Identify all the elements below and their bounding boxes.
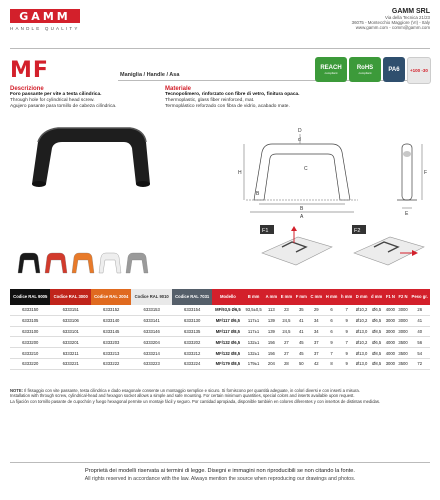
address-line: Via della Tecnica 21/23	[385, 15, 430, 20]
color-swatches	[12, 243, 152, 283]
table-cell: 6333203	[91, 337, 131, 348]
description-it: Foro passante per vite a testa cilindrica.	[10, 92, 102, 97]
table-cell: 6333210	[10, 348, 50, 359]
note-en: Installation with through screw, cylindrical-head and hexagon socket allows a simple and safe mounting. For certain minimum quantities, special colors and inserts available upon request.	[10, 393, 355, 399]
load-diagrams	[258, 223, 428, 283]
table-cell: 34	[309, 315, 324, 326]
company-logo	[10, 9, 80, 23]
table-cell: 41	[294, 326, 309, 337]
material-it: Tecnopolimero, rinforzato con fibre di vetro, finitura opaca.	[165, 92, 300, 97]
company-info	[352, 8, 430, 31]
table-cell: 3500	[397, 348, 410, 359]
table-cell: 6333211	[50, 348, 90, 359]
material-heading: Materiale	[165, 86, 192, 92]
dim-B-label: B	[300, 206, 304, 212]
table-cell: 28	[279, 358, 294, 369]
temperature-label: +100 -30	[410, 68, 428, 73]
table-cell: 50	[294, 358, 309, 369]
table-cell: 3000	[384, 315, 397, 326]
table-cell: MF/132 Ø8,5	[212, 348, 243, 359]
table-cell: 132±1	[243, 337, 263, 348]
table-cell: 6333154	[172, 305, 212, 315]
table-cell: 6333214	[131, 348, 171, 359]
reach-sub: compliant	[324, 70, 338, 75]
table-cell: 37	[309, 337, 324, 348]
table-cell: Ø6,5	[369, 337, 384, 348]
table-cell: 35	[294, 305, 309, 315]
table-cell: MF/117 Ø6,5	[212, 315, 243, 326]
table-header-cell: F1 N	[384, 289, 397, 305]
table-cell: 139	[264, 326, 279, 337]
table-cell: 6333201	[50, 337, 90, 348]
product-table	[10, 289, 430, 370]
table-cell: 37	[309, 348, 324, 359]
table-cell: 6	[324, 315, 339, 326]
table-header-row	[10, 289, 430, 305]
swatch-handle	[18, 253, 40, 273]
footer-line-2: All rights reserved in accordance with the law. Always mention the source when reproducing our drawings and photos.	[84, 476, 356, 482]
table-cell: 204	[264, 358, 279, 369]
table-cell: 132±1	[243, 348, 263, 359]
table-header-cell: Codice RAL 3000	[50, 289, 90, 305]
table-cell: 6333223	[131, 358, 171, 369]
rohs-label: RoHS	[356, 64, 374, 71]
table-cell: 26	[409, 305, 430, 315]
table-header-cell: H mm	[324, 289, 339, 305]
table-cell: Ø8,5	[369, 348, 384, 359]
table-cell: 6333135	[172, 326, 212, 337]
table-cell: 6	[324, 326, 339, 337]
table-cell: 6	[324, 305, 339, 315]
table-cell: 6333212	[172, 348, 212, 359]
table-cell: 6333200	[10, 337, 50, 348]
table-cell: Ø10,2	[354, 337, 369, 348]
dim-F-label: F	[424, 170, 428, 176]
table-cell: MF/132 Ø6,5	[212, 337, 243, 348]
footer-line-1: Proprietà dei modelli riservata ai termini di legge. Disegni e immagini non riproducibili se non citando la fonte.	[85, 468, 355, 474]
table-cell: 3000	[397, 326, 410, 337]
table-cell: MF/93,5 Ø6,5	[212, 305, 243, 315]
dim-d-label: d	[298, 137, 301, 143]
table-row	[10, 348, 430, 359]
table-header-cell: F2 N	[397, 289, 410, 305]
technical-drawing	[232, 124, 432, 239]
table-cell: 24,5	[279, 326, 294, 337]
dim-A-label: A	[300, 214, 304, 220]
table-cell: 9	[339, 348, 354, 359]
table-cell: 41	[409, 315, 430, 326]
rohs-sub: compliant	[358, 70, 372, 75]
material-label: PA6	[388, 66, 400, 73]
table-cell: 9	[339, 326, 354, 337]
table-cell: 6333152	[91, 305, 131, 315]
dim-D-label: D	[298, 128, 302, 134]
table-cell: 45	[294, 348, 309, 359]
table-cell: 156	[264, 348, 279, 359]
table-cell: 6333105	[10, 315, 50, 326]
table-header-cell: Modello	[212, 289, 243, 305]
table-cell: 6333140	[91, 315, 131, 326]
table-cell: 139	[264, 315, 279, 326]
table-row	[10, 337, 430, 348]
table-cell: 9	[339, 315, 354, 326]
table-cell: Ø13,0	[354, 326, 369, 337]
swatch-handle	[45, 253, 67, 273]
table-cell: 27	[279, 337, 294, 348]
temperature-badge	[407, 57, 431, 84]
table-cell: 54	[409, 348, 430, 359]
table-cell: 6333204	[131, 337, 171, 348]
table-header-cell: E mm	[279, 289, 294, 305]
footer	[10, 468, 430, 482]
table-header-cell: Peso gr.	[409, 289, 430, 305]
table-row	[10, 326, 430, 337]
table-row	[10, 305, 430, 315]
note-label: NOTE:	[10, 388, 24, 393]
dim-C-label: C	[304, 166, 308, 172]
table-cell: 3000	[384, 326, 397, 337]
table-cell: 4000	[384, 348, 397, 359]
note-es: La fijación con tornillo pasante de cupochón y fuego hexagonal permite un montaje fácil y seguro. Por cantidad apropiada, disponible también en colores diferentes y con insertos de distintas medidas.	[10, 398, 381, 404]
dim-E-label: E	[405, 211, 409, 217]
table-header-cell: Codice RAL 2004	[91, 289, 131, 305]
table-cell: 56	[409, 337, 430, 348]
table-cell: 40	[409, 326, 430, 337]
reach-badge	[315, 57, 347, 82]
product-code: MF	[10, 58, 49, 83]
table-cell: 7	[339, 337, 354, 348]
description-en: Through hole for cylindrical head screw.	[10, 98, 95, 103]
table-cell: 34	[309, 326, 324, 337]
table-cell: 6333145	[91, 326, 131, 337]
table-cell: 9	[339, 358, 354, 369]
table-cell: 6333221	[50, 358, 90, 369]
swatch-handle	[72, 253, 94, 273]
table-cell: 3000	[397, 305, 410, 315]
table-cell: Ø10,2	[354, 305, 369, 315]
reach-label: REACH	[320, 64, 342, 71]
material-en: Thermoplastic, glass fiber reinforced, mat.	[165, 98, 255, 103]
table-cell: 6333106	[50, 315, 90, 326]
table-cell: 117±1	[243, 326, 263, 337]
table-cell: MF/179 Ø8,5	[212, 358, 243, 369]
table-row	[10, 315, 430, 326]
table-cell: 3000	[384, 358, 397, 369]
table-cell: Ø13,0	[354, 348, 369, 359]
table-cell: 8	[324, 358, 339, 369]
header-divider	[10, 48, 430, 49]
table-cell: 45	[294, 337, 309, 348]
table-cell: 6333202	[172, 337, 212, 348]
table-cell: 6333151	[50, 305, 90, 315]
table-cell: 4000	[384, 305, 397, 315]
product-title: Maniglia / Handle / Asa	[120, 72, 180, 78]
material-es: Termoplástico reforzado con fibra de vidrio, acabado mate.	[165, 104, 290, 109]
table-cell: 156	[264, 337, 279, 348]
table-header-cell: B mm	[243, 289, 263, 305]
table-cell: 23	[279, 305, 294, 315]
table-cell: 93,5±0,5	[243, 305, 263, 315]
description-heading: Descrizione	[10, 86, 44, 92]
table-header-cell: Codice RAL 9010	[131, 289, 171, 305]
table-cell: 6333150	[10, 305, 50, 315]
table-cell: 6333153	[131, 305, 171, 315]
table-cell: 42	[309, 358, 324, 369]
table-cell: 9	[324, 337, 339, 348]
dim-h-label: B	[256, 191, 260, 197]
company-name: GAMM SRL	[391, 8, 430, 15]
swatch-handle	[99, 253, 121, 273]
table-cell: 3500	[397, 337, 410, 348]
table-cell: 6333141	[131, 315, 171, 326]
table-header-cell: D mm	[354, 289, 369, 305]
description-es: Agujero pasante para tornillo de cabeza cilíndrica.	[10, 104, 117, 109]
logo-text: GAMM	[19, 9, 71, 23]
table-cell: 3000	[397, 315, 410, 326]
footer-divider	[10, 462, 430, 463]
table-cell: 6333222	[91, 358, 131, 369]
table-cell: 6333100	[10, 326, 50, 337]
table-cell: Ø8,5	[369, 358, 384, 369]
table-cell: 179±1	[243, 358, 263, 369]
table-cell: 27	[279, 348, 294, 359]
table-cell: 72	[409, 358, 430, 369]
table-header-cell: F mm	[294, 289, 309, 305]
table-cell: 113	[264, 305, 279, 315]
f2-label: F2	[354, 228, 361, 234]
table-cell: 3500	[397, 358, 410, 369]
logo-tagline: HANDLE QUALITY	[10, 26, 80, 31]
table-cell: 7	[339, 305, 354, 315]
table-cell: MF/117 Ø8,5	[212, 326, 243, 337]
table-cell: 7	[324, 348, 339, 359]
table-header-cell: A mm	[264, 289, 279, 305]
table-cell: 6333224	[172, 358, 212, 369]
table-cell: 29	[309, 305, 324, 315]
table-header-cell: Codice RAL 7031	[172, 289, 212, 305]
material-badge	[383, 57, 405, 82]
table-cell: Ø13,0	[354, 358, 369, 369]
table-cell: 6333213	[91, 348, 131, 359]
table-body	[10, 305, 430, 369]
material-section	[165, 86, 430, 110]
table-header-cell: d mm	[369, 289, 384, 305]
dim-H-label: H	[238, 170, 242, 176]
swatch-handle	[126, 253, 148, 273]
table-cell: Ø10,2	[354, 315, 369, 326]
table-row	[10, 358, 430, 369]
table-header-cell: C mm	[309, 289, 324, 305]
table-header-cell: Codice RAL 9005	[10, 289, 50, 305]
note-it: Il fissaggio con vite passante, testa cilindrica e dado esagonale consente un montaggio semplice e sicuro. Si forniscono per quantità adeguate, in colori diversi e con inserti a misura.	[24, 388, 360, 393]
table-cell: 6333101	[50, 326, 90, 337]
table-cell: 24,5	[279, 315, 294, 326]
table-cell: Ø6,5	[369, 305, 384, 315]
table-cell: Ø8,5	[369, 326, 384, 337]
product-photo	[20, 116, 160, 191]
table-header-cell: h mm	[339, 289, 354, 305]
table-cell: 6333220	[10, 358, 50, 369]
table-cell: Ø6,5	[369, 315, 384, 326]
table-cell: 6333146	[131, 326, 171, 337]
table-cell: 6333130	[172, 315, 212, 326]
rohs-badge	[349, 57, 381, 82]
table-cell: 117±1	[243, 315, 263, 326]
address-line: www.gamm.com - comm@gamm.com	[355, 25, 430, 31]
table-cell: 4000	[384, 337, 397, 348]
address-line: 36075 - Montecchio Maggiore (VI) - Italy	[351, 20, 430, 26]
table-cell: 41	[294, 315, 309, 326]
f1-label: F1	[262, 228, 269, 234]
note-section	[10, 388, 430, 404]
